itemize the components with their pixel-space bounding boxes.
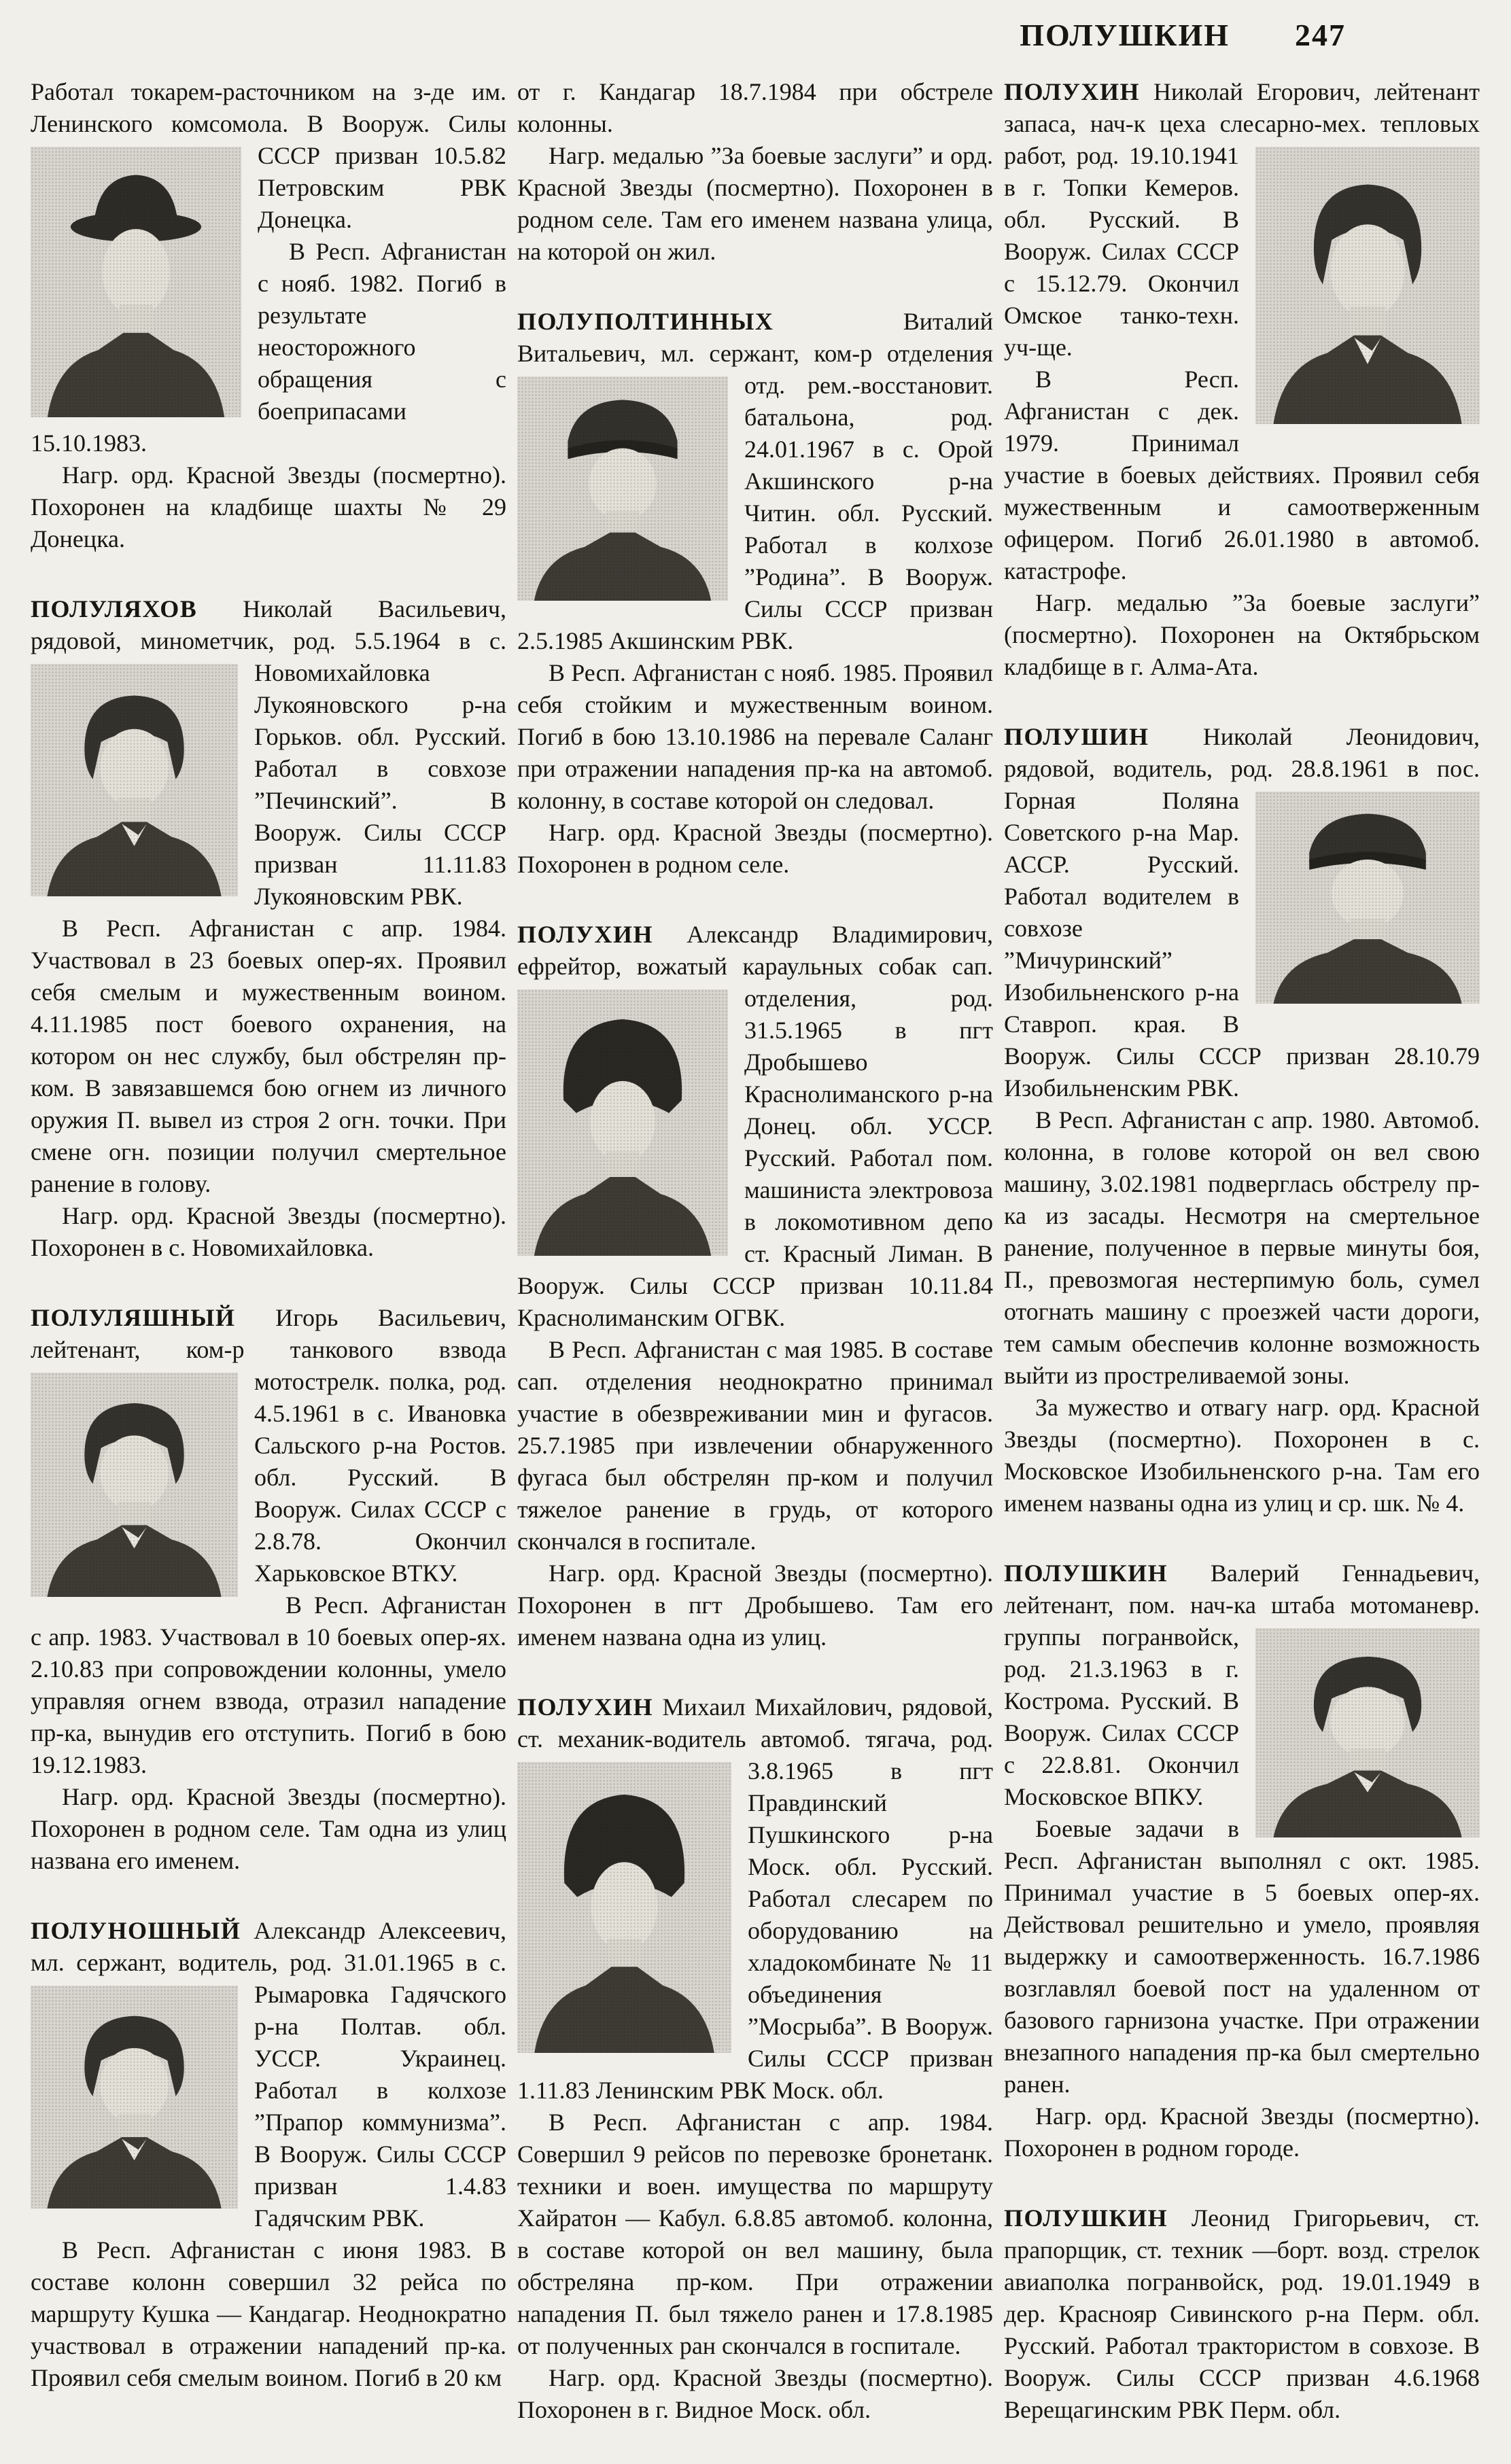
portrait-silhouette-icon — [1255, 1628, 1480, 1837]
entry-text: отделения, род. 31.5.1965 в пгт Дробышево Краснолиманского р-на Донец. обл. УССР. Русский. Работал пом. машиниста электровоза в локомотивном депо ст. Красный Лиман. В Вооруж. Силы СССР призван 10.11.84 Краснолиманским ОГВК. — [517, 985, 993, 1331]
entry-text: Александр Алексеевич, мл. сержант, водитель, род. 31.01.1965 в — [31, 1917, 506, 1976]
memorial-entry — [517, 306, 993, 881]
entry-text: Николай Егорович, лейтенант запаса, нач-к цеха слесарно-мех. тепловых работ, род. 19.10.1941 — [1004, 78, 1480, 169]
portrait-silhouette-icon — [517, 989, 728, 1256]
entry-text: В Респ. Афганистан с дек. 1979. Принимал участие в боевых действиях. Проявил себя мужественным и самоотверженным офицером. Погиб 26.01.1980 в автомоб. катастрофе. — [1004, 366, 1480, 584]
entry-text: Поляна Советского р-на Мар. АССР. Русский. Работал водителем в совхозе ”Мичуринский” Изобильненского р-на Ставроп. края. В Вооруж. Силы СССР призван 28.10.79 Изобильненским РВК. — [1004, 787, 1480, 1102]
entry-surname: ПОЛУЛЯХОВ — [31, 595, 198, 622]
entry-surname: ПОЛУЛЯШНЫЙ — [31, 1304, 236, 1331]
portrait-photo — [1255, 1628, 1480, 1837]
entry-text: В Респ. Афганистан с апр. 1984. Участвовал в 23 боевых опер-ях. Проявил себя смелым и мужественным воином. 4.11.1985 пост боевого охранения, на котором он нес службу, был обстрелян пр-ком. В завязавшемся бою огнем из личного оружия П. вывел из строя 2 огн. точки. При смене огн. позиции получил смертельное ранение в голову. — [31, 915, 506, 1197]
entry-text: Нагр. медалью ”За боевые заслуги” и орд. Красной Звезды (посмертно). Похоронен в родном селе. Там его именем названа улица, на которой он жил. — [517, 142, 993, 265]
page-header — [31, 18, 1485, 53]
entry-text: группы погранвойск, род. 21.3.1963 в г. Кострома. Русский. В Вооруж. Силах СССР с 22.8.81. Окончил Московское ВПКУ. — [1004, 1623, 1239, 1810]
memorial-entry — [1004, 1557, 1480, 2164]
entry-text: В Респ. Афганистан с апр. 1983. Участвовал в 10 боевых опер-ях. 2.10.83 при сопровождении колонны, умело управляя огнем взвода, отразил нападение пр-ка, вынудив его отступить. Погиб в бою 19.12.1983. — [31, 1591, 506, 1778]
portrait-photo — [517, 989, 728, 1256]
entry-text: Игорь Васильевич, лейтенант, ком-р танкового взвода — [31, 1304, 506, 1363]
entry-surname: ПОЛУШКИН — [1004, 2204, 1168, 2232]
column-2 — [517, 76, 993, 2464]
memorial-entry — [31, 76, 506, 555]
entry-text: Леонид Григорьевич, ст. прапорщик, ст. техник —борт. возд. стрелок авиаполка погранвойск, род. 19.01.1949 в дер. Краснояр Сивинского р-на Перм. обл. Русский. Работал трактористом в совхозе. В Вооруж. Силы СССР призван 4.6.1968 Верещагинским РВК Перм. обл. — [1004, 2204, 1480, 2423]
portrait-silhouette-icon — [1255, 792, 1480, 1004]
entry-surname: ПОЛУХИН — [1004, 78, 1140, 105]
entry-surname: ПОЛУШКИН — [1004, 1560, 1168, 1587]
memorial-entry — [1004, 76, 1480, 683]
entry-text: В Респ. Афганистан с нояб. 1982. Погиб в результате неосторожного обращения с боеприпасами 15.10.1983. — [31, 238, 506, 457]
entry-surname: ПОЛУПОЛТИННЫХ — [517, 308, 774, 335]
portrait-photo — [517, 376, 728, 601]
entry-text: Нагр. орд. Красной Звезды (посмертно). Похоронен в родном селе. — [517, 819, 993, 878]
portrait-photo — [31, 147, 241, 417]
entry-text: тягача, род. 3.8.1965 в пгт Правдинский Пушкинского р-на Моск. обл. Русский. Работал слесарем по оборудованию на хладокомбинате № 11 объединения ”Мосрыба”. В Вооруж. Силы СССР призван 1.11.83 Ленинским РВК Моск. обл. — [517, 1725, 993, 2104]
memorial-entry — [1004, 721, 1480, 1519]
entry-text: В Респ. Афганистан с июня 1983. В составе колонн совершил 32 рейса по маршруту Кушка — Кандагар. Неоднократно участвовал в отражении нападений пр-ка. Проявил себя смелым воином. Погиб в 20 км — [31, 2236, 506, 2391]
entry-text: За мужество и отвагу нагр. орд. Красной Звезды (посмертно). Похоронен в с. Московское Изобильненского р-на. Там его именем названы одна из улиц и ср. шк. № 4. — [1004, 1394, 1480, 1517]
entry-text: Новомихайловка Лукояновского р-на Горьков. обл. Русский. Работал в совхозе ”Печинский”. В Вооруж. Силы СССР призван 11.11.83 Лукояновским РВК. — [254, 659, 506, 910]
text-columns — [31, 76, 1485, 2464]
entry-text: Виталий Витальевич, мл. сержант, ком-р отделения отд. — [517, 308, 993, 399]
portrait-silhouette-icon — [517, 376, 728, 601]
entry-text: В Респ. Афганистан с апр. 1984. Совершил 9 рейсов по перевозке бронетанк. техники и воен. имущества по маршруту Хайратон — Кабул. 6.8.85 автомоб. колонна, в составе которой он вел машину, была обстреляна пр-ком. При отражении нападения П. был тяжело ранен и 17.8.1985 от полученных ран скончался в госпитале. — [517, 2109, 993, 2359]
portrait-photo — [1255, 147, 1480, 424]
entry-text: В Респ. Афганистан с мая 1985. В составе сап. отделения неоднократно принимал участие в обезвреживании мин и фугасов. 25.7.1985 при извлечении обнаруженного фугаса был обстрелян пр-ком и получил тяжелое ранение в грудь, от которого скончался в госпитале. — [517, 1336, 993, 1555]
entry-text: Нагр. орд. Красной Звезды (посмертно). Похоронен в пгт Дробышево. Там его именем названа одна из улиц. — [517, 1560, 993, 1651]
portrait-silhouette-icon — [31, 664, 238, 896]
entry-text: Нагр. орд. Красной Звезды (посмертно). Похоронен в родном городе. — [1004, 2102, 1480, 2162]
portrait-photo — [31, 1373, 238, 1597]
entry-surname: ПОЛУХИН — [517, 921, 653, 948]
portrait-photo — [1255, 792, 1480, 1004]
column-1 — [31, 76, 506, 2464]
portrait-silhouette-icon — [31, 1373, 238, 1597]
entry-text: В Респ. Афганистан с нояб. 1985. Проявил себя стойким и мужественным воином. Погиб в бою 13.10.1986 на перевале Саланг при отражении нападения пр-ка на автомоб. колонну, в составе которой он следовал. — [517, 659, 993, 814]
entry-text: Нагр. медалью ”За боевые заслуги” (посмертно). Похоронен на Октябрьском кладбище в г. Алма-Ата. — [1004, 589, 1480, 680]
memorial-entry — [31, 1915, 506, 2394]
entry-surname: ПОЛУШИН — [1004, 723, 1149, 750]
memorial-entry — [517, 76, 993, 268]
portrait-silhouette-icon — [517, 1762, 731, 2053]
portrait-photo — [517, 1762, 731, 2053]
entry-text: Нагр. орд. Красной Звезды (посмертно). Похоронен на кладбище шахты № 29 Донецка. — [31, 461, 506, 552]
entry-text: Боевые задачи в Респ. Афганистан выполнял с окт. 1985. Принимал участие в 5 боевых опер-ях. Действовал решительно и умело, проявляя выдержку и самоотверженность. 16.7.1986 возглавлял боевой пост на удаленном от базового гарнизона участке. При отражении внезапного нападения пр-ка был смертельно ранен. — [1004, 1815, 1480, 2098]
entry-text: с. Рымаровка Гадячского р-на Полтав. обл. УССР. Украинец. Работал в колхозе ”Прапор коммунизма”. В Вооруж. Силы СССР призван 1.4.83 Гадячским РВК. — [254, 1949, 506, 2232]
entry-text: от г. Кандагар 18.7.1984 при обстреле колонны. — [517, 78, 993, 137]
portrait-silhouette-icon — [31, 147, 241, 417]
page-number: 247 — [1295, 18, 1346, 52]
portrait-silhouette-icon — [31, 1986, 238, 2208]
entry-text: СССР призван 10.5.82 Петровским РВК Донецка. — [258, 142, 506, 233]
memorial-entry — [517, 1691, 993, 2426]
entry-text: в г. Топки Кемеров. обл. Русский. В Вооруж. Силах СССР с 15.12.79. Окончил Омское танко-техн. уч-ще. — [1004, 174, 1239, 361]
entry-text: Николай Леонидович, рядовой, водитель, род. 28.8.1961 в пос. Горная — [1004, 723, 1480, 814]
entry-surname: ПОЛУХИН — [517, 1693, 653, 1721]
entry-text: Нагр. орд. Красной Звезды (посмертно). Похоронен в с. Новомихайловка. — [31, 1202, 506, 1261]
entry-text: Нагр. орд. Красной Звезды (посмертно). Похоронен в родном селе. Там одна из улиц названа его именем. — [31, 1783, 506, 1874]
entry-text: Валерий Геннадьевич, лейтенант, пом. нач-ка штаба мотоманевр. — [1004, 1560, 1480, 1619]
entry-text: мотострелк. полка, род. 4.5.1961 в с. Ивановка Сальского р-на Ростов. обл. Русский. В Вооруж. Силах СССР с 2.8.78. Окончил Харьковское ВТКУ. — [254, 1368, 506, 1587]
memorial-entry — [31, 593, 506, 1264]
running-title: ПОЛУШКИН — [1020, 18, 1230, 52]
column-3 — [1004, 76, 1480, 2464]
memorial-entry — [31, 1302, 506, 1877]
entry-text: Александр Владимирович, ефрейтор, вожатый караульных собак сап. — [517, 921, 993, 980]
entry-text: Работал токарем-расточником на з-де им. Ленинского комсомола. В Вооруж. Силы — [31, 78, 506, 137]
entry-text: Нагр. орд. Красной Звезды (посмертно). Похоронен в г. Видное Моск. обл. — [517, 2364, 993, 2423]
memorial-entry — [1004, 2202, 1480, 2426]
entry-text: Николай Васильевич, рядовой, минометчик, род. 5.5.1964 в с. — [31, 595, 506, 654]
entry-text: В Респ. Афганистан с апр. 1980. Автомоб. колонна, в голове которой он вел свою машину, 3.02.1981 подверглась обстрелу пр-ка из засады. Несмотря на смертельное ранение, полученное в первые минуты боя, П., превозмогая нестерпимую боль, сумел отогнать машину с проезжей части дороги, тем самым обеспечив колонне возможность выйти из простреливаемой зоны. — [1004, 1106, 1480, 1389]
entry-text: Михаил Михайлович, рядовой, ст. механик-водитель автомоб. — [517, 1693, 993, 1753]
portrait-silhouette-icon — [1255, 147, 1480, 424]
entry-surname: ПОЛУНОШНЫЙ — [31, 1917, 241, 1944]
portrait-photo — [31, 664, 238, 896]
portrait-photo — [31, 1986, 238, 2208]
memorial-entry — [517, 919, 993, 1653]
entry-text: рем.-восстановит. батальона, род. 24.01.1967 в с. Орой Акшинского р-на Читин. обл. Русский. Работал в колхозе ”Родина”. В Вооруж. Силы СССР призван 2.5.1985 Акшинским РВК. — [517, 372, 993, 654]
